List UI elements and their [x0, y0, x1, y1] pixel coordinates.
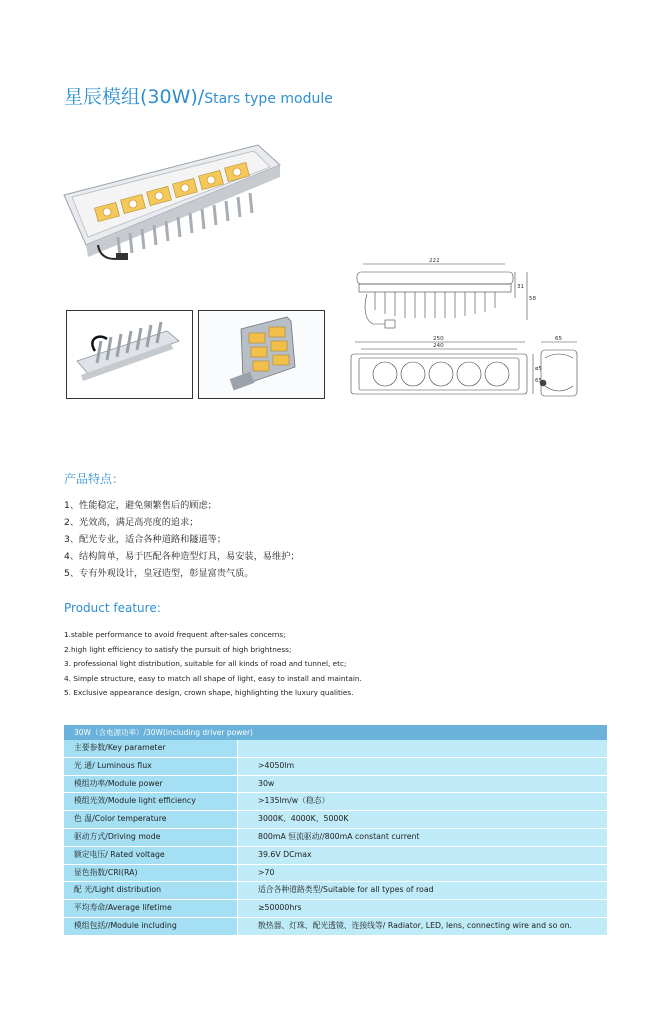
- features-en-list: [64, 628, 362, 701]
- dim-240: 240: [433, 343, 444, 349]
- led-module-photo: [58, 125, 284, 273]
- dim-58: 58: [529, 296, 537, 302]
- table-row: [64, 882, 607, 900]
- dim-65-top: 65: [555, 336, 563, 342]
- table-row: [64, 793, 607, 811]
- feature-cn-item: 5、专有外观设计，皇冠造型，彰显富贵气质。: [64, 568, 254, 579]
- spec-key: 光 通/ Luminous flux: [64, 758, 237, 775]
- feature-en-item: 4. Simple structure, easy to match all shape of light, easy to install and maintain.: [64, 673, 362, 683]
- spec-value: >4050lm: [237, 758, 607, 775]
- table-row: [64, 811, 607, 829]
- table-row: [64, 918, 607, 935]
- spec-key: 配 光/Light distribution: [64, 882, 237, 899]
- feature-en-item: 5. Exclusive appearance design, crown shape, highlighting the luxury qualities.: [64, 688, 354, 698]
- dim-250: 250: [433, 336, 444, 342]
- title-en: Stars type module: [204, 91, 333, 107]
- table-row: [64, 900, 607, 918]
- spec-table: [64, 725, 607, 935]
- spec-key: 显色指数/CRI(RA): [64, 865, 237, 882]
- feature-en-item: 3. professional light distribution, suitable for all kinds of road and tunnel, etc;: [64, 659, 347, 669]
- spec-table-header: 30W（含电源功率）/30W(including driver power): [64, 725, 607, 740]
- spec-value: 30w: [237, 776, 607, 793]
- feature-cn-item: 4、结构简单，易于匹配各种造型灯具，易安装，易维护；: [64, 551, 300, 562]
- spec-value: 适合各种道路类型/Suitable for all types of road: [237, 882, 607, 899]
- spec-value: ≥50000hrs: [237, 900, 607, 917]
- spec-value: [237, 740, 607, 757]
- spec-key: 平均寿命/Average lifetime: [64, 900, 237, 917]
- spec-key: 色 温/Color temperature: [64, 811, 237, 828]
- spec-value: 800mA 恒流驱动//800mA constant current: [237, 829, 607, 846]
- feature-cn-item: 3、配光专业，适合各种道路和隧道等；: [64, 534, 227, 545]
- spec-key: 模组功率/Module power: [64, 776, 237, 793]
- spec-value: >135lm/w（稳态）: [237, 793, 607, 810]
- module-side-photo: [66, 310, 193, 399]
- technical-drawing: [345, 258, 590, 408]
- features-cn-list: [64, 497, 300, 582]
- dim-5: ø5: [535, 366, 542, 372]
- table-row: [64, 847, 607, 865]
- table-row: [64, 829, 607, 847]
- spec-key: 主要参数/Key parameter: [64, 740, 237, 757]
- table-row: [64, 776, 607, 794]
- table-row: [64, 758, 607, 776]
- features-cn-heading: 产品特点：: [64, 472, 125, 486]
- feature-cn-item: 2、光效高，满足高亮度的追求；: [64, 517, 199, 528]
- spec-key: 模组光效/Module light efficiency: [64, 793, 237, 810]
- feature-en-item: 1.stable performance to avoid frequent after-sales concerns;: [64, 630, 286, 639]
- spec-value: 3000K、4000K、5000K: [237, 811, 607, 828]
- spec-value: 39.6V DCmax: [237, 847, 607, 864]
- dim-222: 222: [429, 258, 440, 264]
- table-row: [64, 740, 607, 758]
- dim-65-side: 65: [535, 378, 543, 384]
- table-row: [64, 865, 607, 883]
- spec-value: 散热器、灯珠、配光透镜、连接线等/ Radiator, LED, lens, connecting wire and so on.: [237, 918, 607, 935]
- title-cn: 星辰模组(30W)/: [64, 86, 205, 108]
- feature-en-item: 2.high light efficiency to satisfy the pursuit of high brightness;: [64, 644, 292, 654]
- spec-key: 额定电压/ Rated voltage: [64, 847, 237, 864]
- page-title: [64, 82, 333, 109]
- spec-value: >70: [237, 865, 607, 882]
- feature-cn-item: 1、性能稳定，避免频繁售后的顾虑；: [64, 500, 217, 511]
- dim-31: 31: [517, 284, 525, 290]
- spec-key: 模组包括//Module including: [64, 918, 237, 935]
- street-lamp-photo: [198, 310, 325, 399]
- features-en-heading: Product feature:: [64, 601, 161, 615]
- spec-key: 驱动方式/Driving mode: [64, 829, 237, 846]
